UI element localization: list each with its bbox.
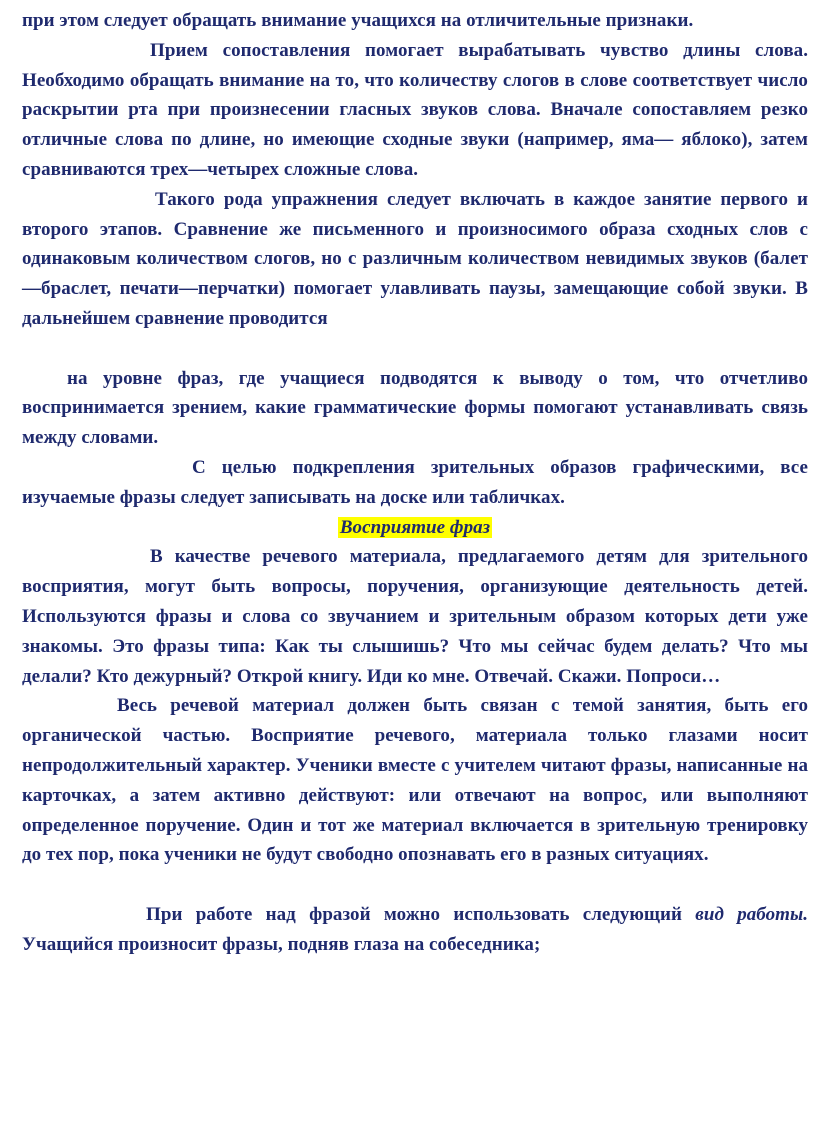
paragraph-3: Такого рода упражнения следует включать в каждое занятие первого и второго этапов. Сравнение же письменного и произносимого образа сходных слов с одинаковым количеством слогов, но с различным количеством невидимых звуков (балет—браслет, печати—перчатки) помогает улавливать паузы, замещающие собой звуки. В дальнейшем сравнение проводится xyxy=(22,188,808,329)
paragraph-gap xyxy=(22,334,808,364)
section-heading-text: Восприятие фраз xyxy=(339,516,491,538)
paragraph-gap xyxy=(22,870,808,900)
paragraph-8-italic: вид работы. xyxy=(695,903,808,925)
paragraph-8-end: Учащийся произносит фразы, подняв глаза на собеседника; xyxy=(22,933,541,955)
paragraph-5: С целью подкрепления зрительных образов графическими, все изучаемые фразы следует записывать на доске или табличках. xyxy=(22,456,808,508)
paragraph-4: на уровне фраз, где учащиеся подводятся к выводу о том, что отчетливо воспринимается зрением, какие грамматические формы помогают устанавливать связь между словами. xyxy=(22,367,808,449)
paragraph-2: Прием сопоставления помогает вырабатывать чувство длины слова. Необходимо обращать внимание на то, что количеству слогов в слове соответствует число раскрытии рта при произнесении гласных звуков слова. Вначале сопоставляем резко отличные слова по длине, но имеющие сходные звуки (например, яма— яблоко), затем сравниваются трех—четырех сложные слова. xyxy=(22,39,808,180)
paragraph-6: В качестве речевого материала, предлагаемого детям для зрительного восприятия, могут быть вопросы, поручения, организующие деятельность детей. Используются фразы и слова со звучанием и зрительным образом которых дети уже знакомы. Это фразы типа: Как ты слышишь? Что мы сейчас будем делать? Что мы делали? Кто дежурный? Открой книгу. Иди ко мне. Отвечай. Скажи. Попроси… xyxy=(22,546,808,687)
document-page xyxy=(22,6,808,960)
paragraph-7: Весь речевой материал должен быть связан с темой занятия, быть его органической частью. Восприятие речевого, материала только глазами носит непродолжительный характер. Ученики вместе с учителем читают фразы, написанные на карточках, а затем активно действуют: или отвечают на вопрос, или выполняют определенное поручение. Один и тот же материал включается в зрительную тренировку до тех пор, пока ученики не будут свободно опознавать его в разных ситуациях. xyxy=(22,695,808,866)
section-heading xyxy=(22,513,808,543)
paragraph-8 xyxy=(22,900,808,960)
paragraph-8-start: При работе над фразой можно использовать следующий xyxy=(146,903,696,925)
paragraph-1: при этом следует обращать внимание учащихся на отличительные признаки. xyxy=(22,10,694,31)
